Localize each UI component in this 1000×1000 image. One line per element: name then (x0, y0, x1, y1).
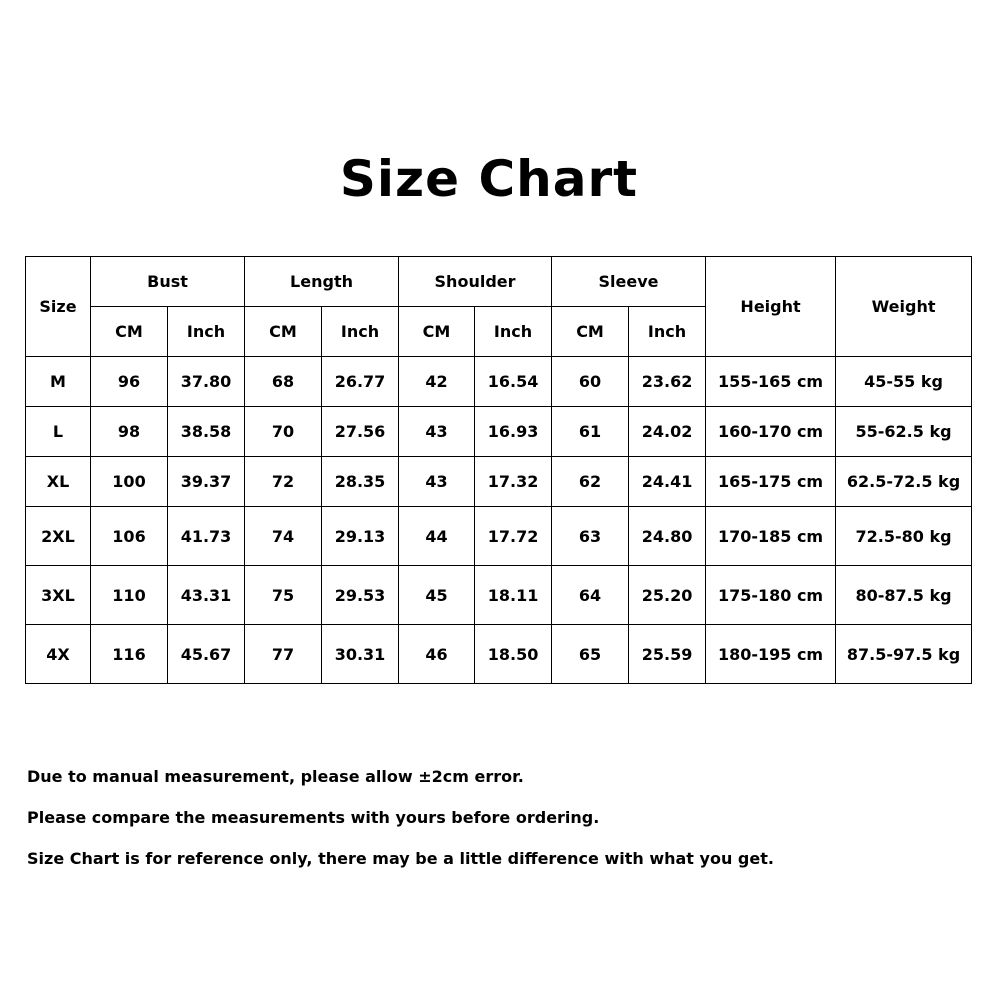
header-row-groups (26, 257, 972, 307)
cell-sleeve-inch: 24.02 (629, 407, 706, 457)
cell-sleeve-cm: 65 (552, 625, 629, 684)
cell-shoulder-cm: 45 (399, 566, 475, 625)
cell-shoulder-cm: 46 (399, 625, 475, 684)
header-unit-inch: Inch (322, 307, 399, 357)
header-unit-cm: CM (552, 307, 629, 357)
header-shoulder: Shoulder (399, 257, 552, 307)
cell-sleeve-inch: 25.20 (629, 566, 706, 625)
table-row (26, 507, 972, 566)
cell-bust-cm: 100 (91, 457, 168, 507)
cell-sleeve-cm: 63 (552, 507, 629, 566)
cell-bust-inch: 38.58 (168, 407, 245, 457)
cell-shoulder-inch: 16.54 (475, 357, 552, 407)
cell-sleeve-cm: 60 (552, 357, 629, 407)
header-height: Height (706, 257, 836, 357)
cell-length-cm: 77 (245, 625, 322, 684)
header-weight: Weight (836, 257, 972, 357)
cell-length-inch: 27.56 (322, 407, 399, 457)
header-unit-cm: CM (91, 307, 168, 357)
cell-length-cm: 74 (245, 507, 322, 566)
cell-weight: 55-62.5 kg (836, 407, 972, 457)
header-unit-inch: Inch (168, 307, 245, 357)
cell-bust-cm: 110 (91, 566, 168, 625)
cell-height: 175-180 cm (706, 566, 836, 625)
cell-shoulder-inch: 17.72 (475, 507, 552, 566)
cell-bust-cm: 116 (91, 625, 168, 684)
cell-sleeve-inch: 23.62 (629, 357, 706, 407)
header-bust: Bust (91, 257, 245, 307)
cell-weight: 72.5-80 kg (836, 507, 972, 566)
cell-length-cm: 70 (245, 407, 322, 457)
table-row (26, 407, 972, 457)
cell-length-inch: 30.31 (322, 625, 399, 684)
cell-length-inch: 29.13 (322, 507, 399, 566)
cell-bust-cm: 106 (91, 507, 168, 566)
cell-weight: 80-87.5 kg (836, 566, 972, 625)
note-compare-measurements: Please compare the measurements with yours before ordering. (27, 808, 600, 827)
cell-height: 170-185 cm (706, 507, 836, 566)
cell-weight: 62.5-72.5 kg (836, 457, 972, 507)
cell-size: 4X (26, 625, 91, 684)
header-length: Length (245, 257, 399, 307)
cell-shoulder-inch: 18.11 (475, 566, 552, 625)
table-row (26, 357, 972, 407)
cell-size: 2XL (26, 507, 91, 566)
cell-size: M (26, 357, 91, 407)
header-unit-cm: CM (399, 307, 475, 357)
cell-size: L (26, 407, 91, 457)
header-unit-cm: CM (245, 307, 322, 357)
cell-shoulder-cm: 42 (399, 357, 475, 407)
cell-shoulder-cm: 43 (399, 407, 475, 457)
cell-shoulder-inch: 18.50 (475, 625, 552, 684)
cell-sleeve-cm: 61 (552, 407, 629, 457)
cell-shoulder-cm: 43 (399, 457, 475, 507)
cell-weight: 87.5-97.5 kg (836, 625, 972, 684)
cell-height: 165-175 cm (706, 457, 836, 507)
cell-bust-inch: 41.73 (168, 507, 245, 566)
cell-height: 180-195 cm (706, 625, 836, 684)
cell-bust-cm: 98 (91, 407, 168, 457)
cell-shoulder-cm: 44 (399, 507, 475, 566)
cell-height: 155-165 cm (706, 357, 836, 407)
cell-sleeve-cm: 62 (552, 457, 629, 507)
cell-weight: 45-55 kg (836, 357, 972, 407)
cell-size: XL (26, 457, 91, 507)
cell-shoulder-inch: 16.93 (475, 407, 552, 457)
cell-length-cm: 72 (245, 457, 322, 507)
cell-sleeve-cm: 64 (552, 566, 629, 625)
notes (27, 762, 967, 885)
cell-bust-inch: 43.31 (168, 566, 245, 625)
cell-height: 160-170 cm (706, 407, 836, 457)
cell-sleeve-inch: 24.80 (629, 507, 706, 566)
header-sleeve: Sleeve (552, 257, 706, 307)
cell-sleeve-inch: 24.41 (629, 457, 706, 507)
cell-size: 3XL (26, 566, 91, 625)
cell-length-inch: 29.53 (322, 566, 399, 625)
table-row (26, 457, 972, 507)
cell-bust-cm: 96 (91, 357, 168, 407)
table-row (26, 566, 972, 625)
size-table (25, 256, 972, 684)
cell-sleeve-inch: 25.59 (629, 625, 706, 684)
cell-shoulder-inch: 17.32 (475, 457, 552, 507)
cell-bust-inch: 37.80 (168, 357, 245, 407)
cell-length-cm: 75 (245, 566, 322, 625)
note-measurement-error: Due to manual measurement, please allow ±2cm error. (27, 767, 524, 786)
cell-length-inch: 26.77 (322, 357, 399, 407)
header-size: Size (26, 257, 91, 357)
header-unit-inch: Inch (475, 307, 552, 357)
table-row (26, 625, 972, 684)
header-unit-inch: Inch (629, 307, 706, 357)
note-reference-only: Size Chart is for reference only, there may be a little difference with what you get. (27, 849, 774, 868)
cell-bust-inch: 39.37 (168, 457, 245, 507)
page-title: Size Chart (339, 150, 639, 208)
cell-length-inch: 28.35 (322, 457, 399, 507)
cell-length-cm: 68 (245, 357, 322, 407)
cell-bust-inch: 45.67 (168, 625, 245, 684)
